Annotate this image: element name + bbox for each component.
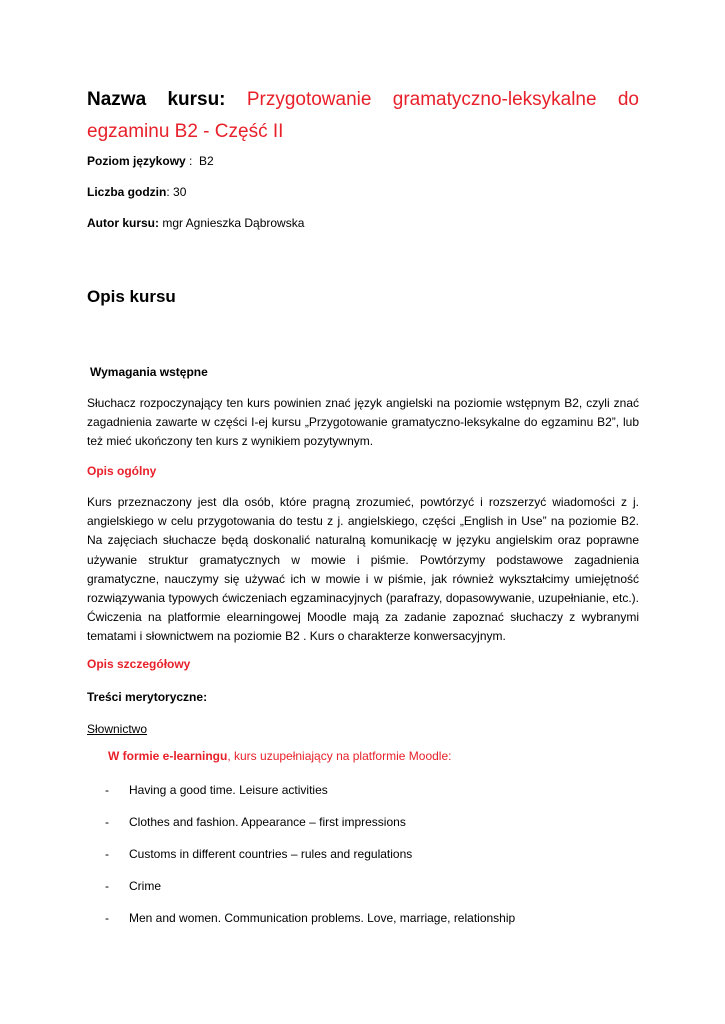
course-name-label: Nazwa kursu: (87, 89, 226, 110)
hours-separator: : (166, 185, 174, 199)
hours-line (87, 184, 186, 200)
topic-text: Crime (129, 879, 161, 893)
author-value: mgr Agnieszka Dąbrowska (159, 216, 305, 230)
level-label: Poziom językowy (87, 154, 186, 168)
elearning-bold: W formie e-learningu (108, 749, 228, 763)
description-heading: Opis kursu (87, 287, 176, 306)
author-line (87, 215, 304, 231)
elearning-rest: , kurs uzupełniający na platformie Moodle: (227, 749, 452, 763)
list-item (105, 878, 635, 910)
content-heading: Treści merytoryczne: (87, 690, 208, 704)
author-label: Autor kursu: (87, 216, 159, 230)
vocab-heading: Słownictwo (87, 722, 148, 736)
list-item (105, 814, 635, 846)
course-title (87, 84, 639, 148)
bullet-dash: - (105, 879, 109, 893)
topic-text: Men and women. Communication problems. Love, marriage, relationship (129, 911, 516, 925)
prereq-text: Słuchacz rozpoczynający ten kurs powinien znać język angielski na poziomie wstępnym B2, czyli znać zagadnienia zawarte w części I-ej kursu „Przygotowanie gramatyczno-leksykalne do egzaminu B2”, lub też mieć ukończony ten kurs z wynikiem pozytywnym. (87, 396, 639, 449)
elearning-line (108, 749, 451, 763)
topic-text: Clothes and fashion. Appearance – first impressions (129, 815, 406, 829)
bullet-dash: - (105, 911, 109, 925)
hours-value: 30 (173, 185, 187, 199)
bullet-dash: - (105, 847, 109, 861)
bullet-dash: - (105, 815, 109, 829)
course-name-value: Przygotowanie gramatyczno-leksykalne do egzaminu B2 - Część II (87, 89, 640, 142)
list-item (105, 910, 635, 942)
topic-text: Having a good time. Leisure activities (129, 783, 328, 797)
general-text: Kurs przeznaczony jest dla osób, które pragną zrozumieć, powtórzyć i rozszerzyć wiadomości z j. angielskiego w celu przygotowania do testu z j. angielskiego, części „English in Use” na poziomie B2. Na zajęciach słuchacze będą doskonalić naturalną komunikację w języku angielskim oraz poprawne używanie struktur gramatycznych w mowie i piśmie. Powtórzymy podstawowe zagadnienia gramatyczne, nauczymy się używać ich w mowie i w piśmie, jak również wykształcimy umiejętność rozwiązywania typowych ćwiczeniach egzaminacyjnych (parafrazy, dopasowywanie, uzupełnianie, etc.). Ćwiczenia na platformie elearningowej Moodle mają za zadanie zapoznać słuchaczy z wybranymi tematami i słownictwem na poziomie B2 . Kurs o charakterze konwersacyjnym. (87, 495, 639, 644)
topics-list (105, 782, 635, 942)
topic-text: Customs in different countries – rules and regulations (129, 847, 413, 861)
bullet-dash: - (105, 783, 109, 797)
prereq-heading: Wymagania wstępne (90, 365, 208, 379)
general-heading: Opis ogólny (87, 464, 157, 478)
detailed-heading: Opis szczegółowy (87, 657, 191, 671)
level-separator: : (185, 154, 200, 168)
list-item (105, 782, 635, 814)
level-line (87, 153, 214, 169)
list-item (105, 846, 635, 878)
hours-label: Liczba godzin (87, 185, 167, 199)
level-value: B2 (199, 154, 214, 168)
